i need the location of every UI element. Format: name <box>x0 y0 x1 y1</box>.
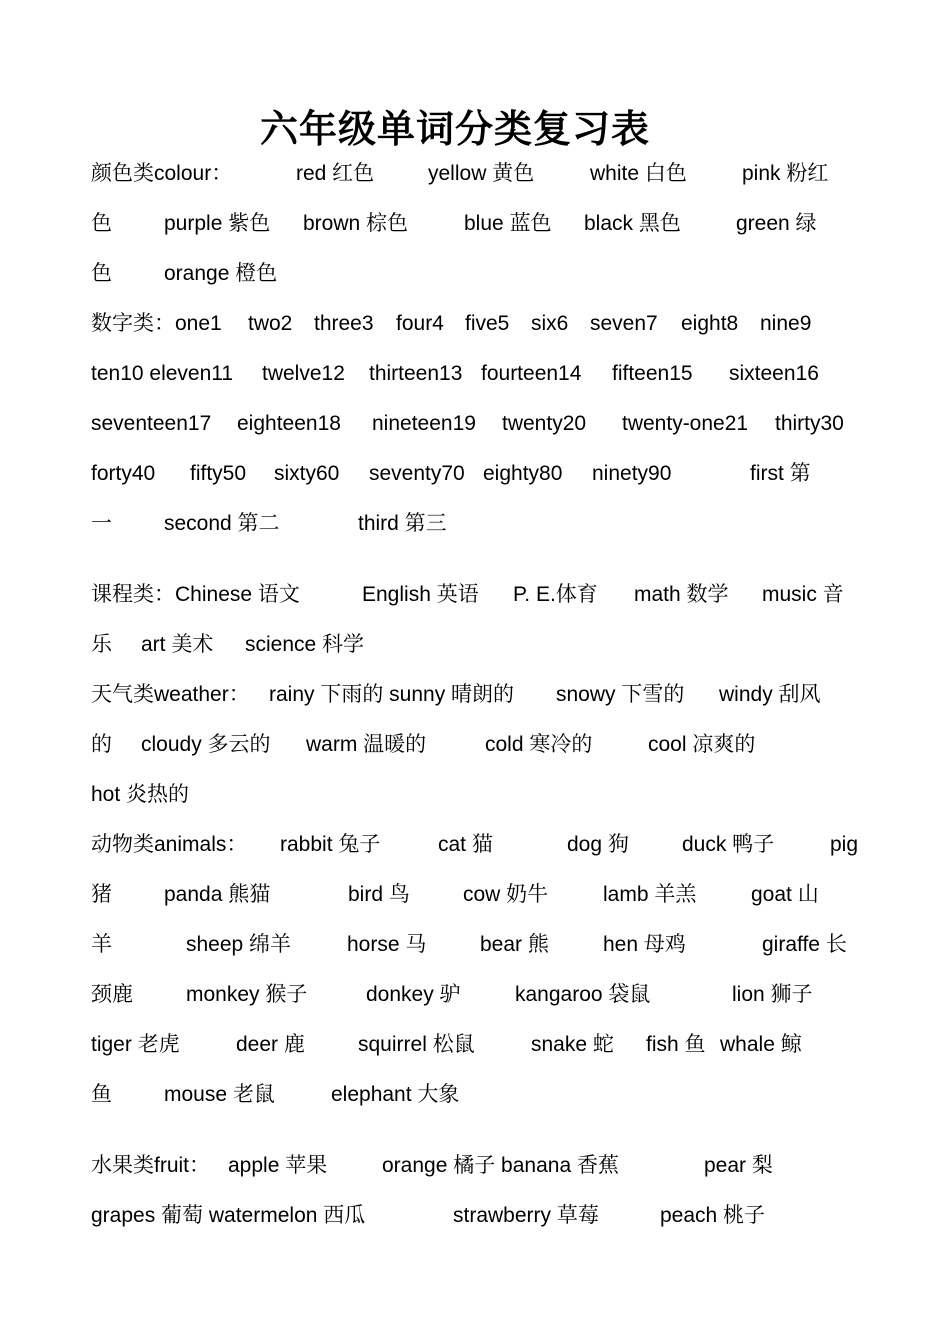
word-entry: bird 鸟 <box>348 883 410 906</box>
word-entry: thirty30 <box>775 412 844 435</box>
word-entry: cat 猫 <box>438 833 493 856</box>
text-line <box>91 880 891 910</box>
word-entry: six6 <box>531 312 569 335</box>
word-entry: four4 <box>396 312 444 335</box>
word-entry: snowy 下雪的 <box>556 683 685 706</box>
word-entry: 天气类weather： <box>91 683 250 706</box>
word-entry: five5 <box>465 312 510 335</box>
word-entry: duck 鸭子 <box>682 833 775 856</box>
word-entry: giraffe 长 <box>762 933 847 956</box>
word-entry: pig <box>830 833 859 856</box>
text-line <box>91 1201 891 1231</box>
word-entry: orange 橙色 <box>164 262 278 285</box>
word-entry: grapes 葡萄 watermelon 西瓜 <box>91 1204 366 1227</box>
word-entry: tiger 老虎 <box>91 1033 180 1056</box>
word-entry: fish 鱼 <box>646 1033 706 1056</box>
word-entry: sixteen16 <box>729 362 819 385</box>
word-entry: math 数学 <box>634 583 729 606</box>
word-entry: horse 马 <box>347 933 427 956</box>
word-entry: music 音 <box>762 583 844 606</box>
word-entry: lamb 羊羔 <box>603 883 697 906</box>
word-entry: lion 狮子 <box>732 983 813 1006</box>
word-entry: 课程类：Chinese 语文 <box>91 583 300 606</box>
word-entry: second 第二 <box>164 512 280 535</box>
text-line <box>91 630 891 660</box>
word-entry: 颈鹿 <box>91 983 133 1006</box>
word-entry: 数字类：one1 <box>91 312 222 335</box>
word-entry: first 第 <box>750 462 811 485</box>
word-entry: donkey 驴 <box>366 983 461 1006</box>
word-entry: sheep 绵羊 <box>186 933 292 956</box>
word-entry: monkey 猴子 <box>186 983 308 1006</box>
word-entry: apple 苹果 <box>228 1154 328 1177</box>
word-entry: black 黑色 <box>584 212 681 235</box>
word-entry: brown 棕色 <box>303 212 409 235</box>
word-entry: third 第三 <box>358 512 447 535</box>
text-line <box>91 680 891 710</box>
word-entry: 羊 <box>91 933 112 956</box>
word-entry: fifteen15 <box>612 362 693 385</box>
word-entry: bear 熊 <box>480 933 549 956</box>
word-entry: nine9 <box>760 312 812 335</box>
word-entry: mouse 老鼠 <box>164 1083 275 1106</box>
text-line <box>91 780 891 810</box>
word-entry: seventeen17 <box>91 412 212 435</box>
text-line <box>91 980 891 1010</box>
word-entry: three3 <box>314 312 374 335</box>
text-line <box>91 1030 891 1060</box>
word-entry: 动物类animals： <box>91 833 248 856</box>
word-entry: hen 母鸡 <box>603 933 686 956</box>
word-entry: 色 <box>91 212 112 235</box>
text-line <box>91 409 891 439</box>
word-entry: 色 <box>91 262 112 285</box>
word-entry: ninety90 <box>592 462 672 485</box>
word-entry: snake 蛇 <box>531 1033 614 1056</box>
text-line <box>91 209 891 239</box>
word-entry: forty40 <box>91 462 156 485</box>
word-entry: art 美术 <box>141 633 214 656</box>
text-line <box>91 1080 891 1110</box>
word-entry: elephant 大象 <box>331 1083 460 1106</box>
word-entry: red 红色 <box>296 162 375 185</box>
word-entry: eighty80 <box>483 462 563 485</box>
word-entry: kangaroo 袋鼠 <box>515 983 651 1006</box>
word-entry: cloudy 多云的 <box>141 733 271 756</box>
word-entry: peach 桃子 <box>660 1204 766 1227</box>
text-line <box>91 580 891 610</box>
word-entry: science 科学 <box>245 633 365 656</box>
word-entry: twenty-one21 <box>622 412 749 435</box>
word-entry: hot 炎热的 <box>91 783 190 806</box>
word-entry: rainy 下雨的 sunny 晴朗的 <box>269 683 515 706</box>
text-line <box>91 359 891 389</box>
word-entry: orange 橘子 banana 香蕉 <box>382 1154 619 1177</box>
word-entry: sixty60 <box>274 462 340 485</box>
word-entry: panda 熊猫 <box>164 883 271 906</box>
text-line <box>91 259 891 289</box>
word-entry: nineteen19 <box>372 412 476 435</box>
word-entry: ten10 eleven11 <box>91 362 234 385</box>
word-entry: blue 蓝色 <box>464 212 552 235</box>
text-line <box>91 730 891 760</box>
word-entry: 水果类fruit： <box>91 1154 211 1177</box>
word-entry: windy 刮风 <box>719 683 821 706</box>
word-entry: warm 温暖的 <box>306 733 427 756</box>
word-entry: thirteen13 <box>369 362 463 385</box>
text-line <box>91 159 891 189</box>
word-entry: rabbit 兔子 <box>280 833 381 856</box>
word-entry: deer 鹿 <box>236 1033 305 1056</box>
word-entry: twenty20 <box>502 412 587 435</box>
word-entry: green 绿 <box>736 212 817 235</box>
word-entry: 乐 <box>91 633 112 656</box>
word-entry: 猪 <box>91 883 112 906</box>
word-entry: pink 粉红 <box>742 162 829 185</box>
word-entry: 的 <box>91 733 112 756</box>
word-entry: English 英语 <box>362 583 479 606</box>
word-entry: seven7 <box>590 312 658 335</box>
word-entry: 鱼 <box>91 1083 112 1106</box>
word-entry: fifty50 <box>190 462 247 485</box>
text-line <box>91 309 891 339</box>
text-line <box>91 930 891 960</box>
page-title: 六年级单词分类复习表 <box>259 106 650 151</box>
word-entry: two2 <box>248 312 293 335</box>
word-entry: pear 梨 <box>704 1154 773 1177</box>
word-entry: P. E.体育 <box>513 583 598 606</box>
word-entry: squirrel 松鼠 <box>358 1033 475 1056</box>
word-entry: fourteen14 <box>481 362 582 385</box>
word-entry: eighteen18 <box>237 412 341 435</box>
word-entry: strawberry 草莓 <box>453 1204 599 1227</box>
word-entry: 一 <box>91 512 112 535</box>
text-line <box>91 830 891 860</box>
text-line <box>91 509 891 539</box>
word-entry: twelve12 <box>262 362 345 385</box>
word-entry: goat 山 <box>751 883 819 906</box>
word-entry: 颜色类colour： <box>91 162 233 185</box>
word-entry: eight8 <box>681 312 739 335</box>
word-entry: cool 凉爽的 <box>648 733 756 756</box>
text-line <box>91 459 891 489</box>
word-entry: purple 紫色 <box>164 212 271 235</box>
word-entry: cold 寒冷的 <box>485 733 593 756</box>
word-entry: seventy70 <box>369 462 465 485</box>
word-entry: whale 鲸 <box>720 1033 802 1056</box>
word-entry: cow 奶牛 <box>463 883 549 906</box>
text-line <box>91 1151 891 1181</box>
word-entry: dog 狗 <box>567 833 629 856</box>
word-entry: white 白色 <box>590 162 687 185</box>
word-entry: yellow 黄色 <box>428 162 535 185</box>
